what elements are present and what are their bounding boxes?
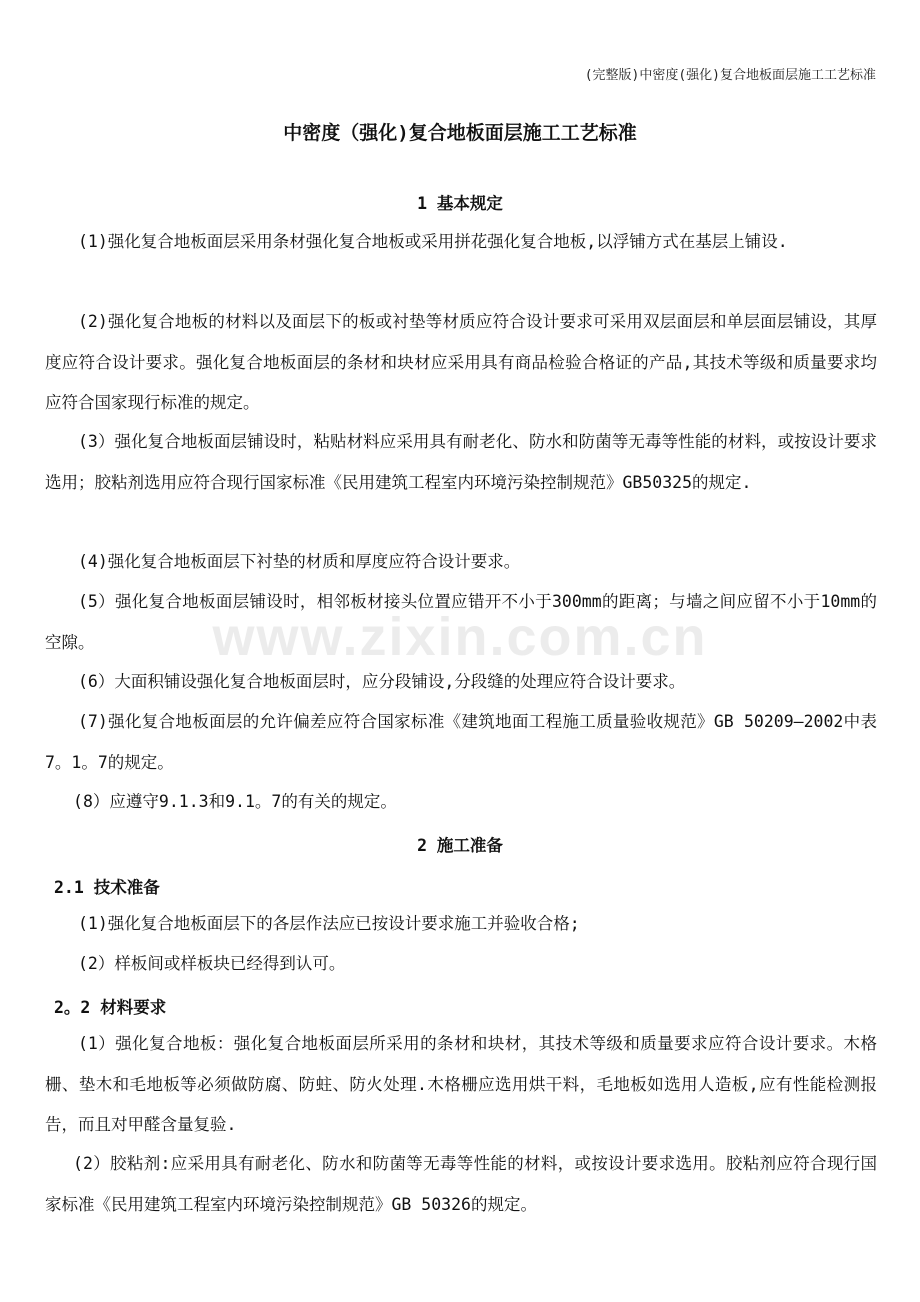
subsection-heading-2-1: 2.1 技术准备 [54,878,160,897]
watermark: www.zixin.com.cn [212,607,708,667]
paragraph-1-1: (1)强化复合地板面层采用条材强化复合地板或采用拼花强化复合地板,以浮铺方式在基层上铺设. [78,232,788,251]
paragraph-1-6: (6）大面积铺设强化复合地板面层时，应分段铺设,分段缝的处理应符合设计要求。 [78,672,686,691]
paragraph-2-1-1: (1)强化复合地板面层下的各层作法应已按设计要求施工并验收合格; [78,914,580,933]
paragraph-2-2-1: (1）强化复合地板：强化复合地板面层所采用的条材和块材，其技术等级和质量要求应符合设计要求。木格栅、垫木和毛地板等必须做防腐、防蛀、防火处理.木格栅应选用烘干料，毛地板如选用人造板,应有性能检测报告，而且对甲醛含量复验. [45,1034,877,1134]
section-heading-1: 1 基本规定 [417,194,503,213]
section-heading-2: 2 施工准备 [417,836,503,855]
page-header: (完整版)中密度(强化)复合地板面层施工工艺标准 [584,68,876,83]
paragraph-2-2-2: (2）胶粘剂:应采用具有耐老化、防水和防菌等无毒等性能的材料，或按设计要求选用。胶粘剂应符合现行国家标准《民用建筑工程室内环境污染控制规范》GB 50326的规定。 [45,1154,877,1214]
paragraph-1-3: (3）强化复合地板面层铺设时，粘贴材料应采用具有耐老化、防水和防菌等无毒等性能的材料，或按设计要求选用；胶粘剂选用应符合现行国家标准《民用建筑工程室内环境污染控制规范》GB50325的规定. [45,432,877,492]
paragraph-1-4: (4)强化复合地板面层下衬垫的材质和厚度应符合设计要求。 [78,552,521,571]
paragraph-1-8: (8）应遵守9.1.3和9.1。7的有关的规定。 [73,792,397,811]
paragraph-1-7: (7)强化复合地板面层的允许偏差应符合国家标准《建筑地面工程施工质量验收规范》GB 50209—2002中表7。1。7的规定。 [45,712,877,772]
document-title: 中密度（强化)复合地板面层施工工艺标准 [283,122,637,144]
subsection-heading-2-2: 2。2 材料要求 [54,998,167,1017]
paragraph-1-2: (2)强化复合地板的材料以及面层下的板或衬垫等材质应符合设计要求可采用双层面层和单层面层铺设，其厚度应符合设计要求。强化复合地板面层的条材和块材应采用具有商品检验合格证的产品,其技术等级和质量要求均应符合国家现行标准的规定。 [45,312,877,412]
paragraph-2-1-2: (2）样板间或样板块已经得到认可。 [78,954,346,973]
paragraph-1-5: (5）强化复合地板面层铺设时，相邻板材接头位置应错开不小于300mm的距离；与墙之间应留不小于10mm的空隙。 [45,592,877,652]
